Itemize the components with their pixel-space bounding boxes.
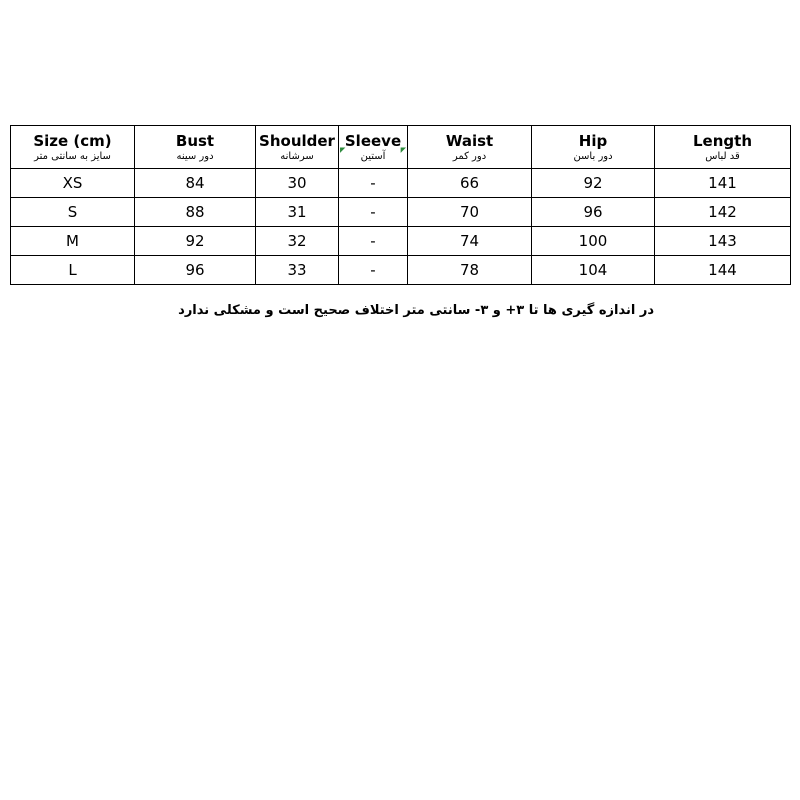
column-header-label-fa: آستین: [360, 150, 386, 162]
cell-hip: 96: [532, 198, 655, 227]
cell-size: L: [11, 256, 135, 285]
cell-length: 143: [655, 227, 791, 256]
column-header-waist: [408, 126, 532, 169]
column-header-sleeve: [339, 126, 408, 169]
column-header-label-fa: سرشانه: [280, 150, 314, 162]
cell-shoulder: 33: [256, 256, 339, 285]
cell-sleeve: -: [339, 256, 408, 285]
column-header-label-fa: قد لباس: [705, 150, 740, 162]
column-header-label-fa: دور سینه: [176, 150, 214, 162]
column-header-bust: [135, 126, 256, 169]
table-row: [11, 198, 791, 227]
cell-bust: 92: [135, 227, 256, 256]
cell-sleeve: -: [339, 198, 408, 227]
cell-bust: 88: [135, 198, 256, 227]
column-header-size: [11, 126, 135, 169]
table-header-row: [11, 126, 791, 169]
column-header-hip: [532, 126, 655, 169]
cell-size: XS: [11, 169, 135, 198]
column-header-label: Hip: [578, 131, 608, 150]
table-row: [11, 256, 791, 285]
cell-waist: 78: [408, 256, 532, 285]
cell-shoulder: 31: [256, 198, 339, 227]
cell-hip: 100: [532, 227, 655, 256]
cell-size: S: [11, 198, 135, 227]
cell-shoulder: 30: [256, 169, 339, 198]
column-header-label: Sleeve: [344, 131, 402, 150]
column-header-shoulder: [256, 126, 339, 169]
cell-shoulder: 32: [256, 227, 339, 256]
table-row: [11, 169, 791, 198]
cell-hip: 92: [532, 169, 655, 198]
column-header-label-fa: دور کمر: [452, 150, 487, 162]
column-header-label-fa: دور باسن: [573, 150, 613, 162]
cell-bust: 96: [135, 256, 256, 285]
cell-bust: 84: [135, 169, 256, 198]
cell-waist: 70: [408, 198, 532, 227]
cell-waist: 66: [408, 169, 532, 198]
column-header-label: Bust: [175, 131, 215, 150]
column-header-label: Size (cm): [33, 131, 112, 150]
cell-length: 141: [655, 169, 791, 198]
cell-length: 142: [655, 198, 791, 227]
column-header-label: Length: [693, 131, 752, 150]
cell-hip: 104: [532, 256, 655, 285]
column-header-length: [655, 126, 791, 169]
cell-sleeve: -: [339, 169, 408, 198]
cell-waist: 74: [408, 227, 532, 256]
cell-marker-icon: ◤: [340, 146, 346, 154]
column-header-label: Shoulder: [259, 131, 335, 150]
column-header-label-fa: سایز به سانتی متر: [34, 150, 111, 162]
column-header-label: Waist: [445, 131, 494, 150]
cell-marker-icon: ◤: [400, 146, 406, 154]
cell-size: M: [11, 227, 135, 256]
size-chart-table: [10, 125, 791, 285]
table-row: [11, 227, 791, 256]
cell-length: 144: [655, 256, 791, 285]
cell-sleeve: -: [339, 227, 408, 256]
measurement-tolerance-note: در اندازه گیری ها تا ۳+ و ۳- سانتی متر اختلاف صحیح است و مشکلی ندارد: [178, 303, 654, 318]
